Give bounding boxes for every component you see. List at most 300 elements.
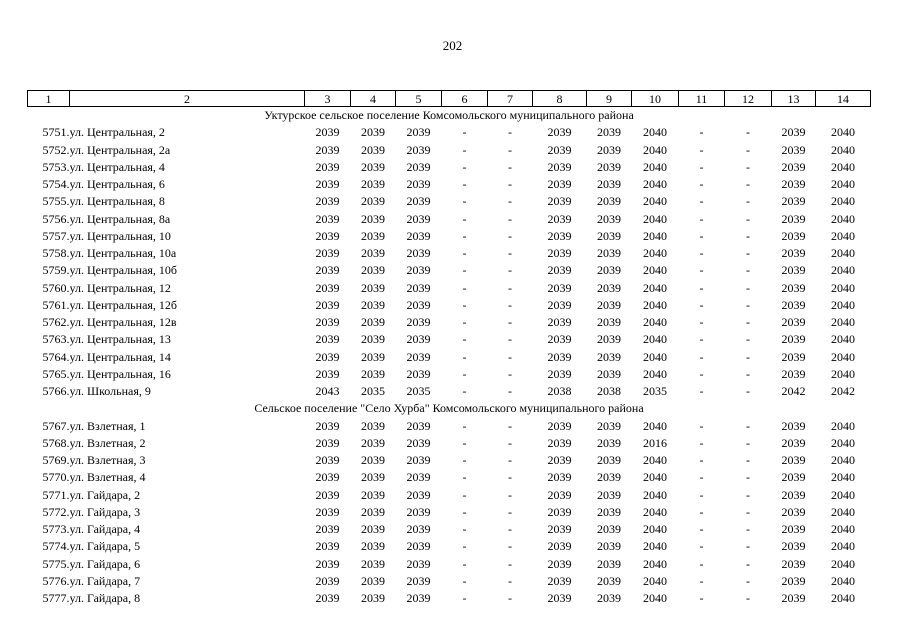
- year-cell: -: [746, 332, 750, 347]
- row-number: 5773.: [42, 522, 70, 537]
- year-cell: 2039: [406, 228, 431, 243]
- year-cell: 2040: [643, 297, 667, 312]
- year-cell: -: [508, 159, 512, 174]
- year-cell: 2040: [831, 418, 855, 433]
- year-cell: 2039: [547, 591, 572, 606]
- address-cell: ул. Центральная, 4: [69, 159, 165, 174]
- year-cell: 2039: [781, 435, 806, 450]
- address-cell: ул. Гайдара, 5: [69, 539, 141, 554]
- address-cell: ул. Центральная, 2: [69, 125, 165, 140]
- year-cell: -: [746, 159, 750, 174]
- year-cell: 2040: [831, 194, 855, 209]
- year-cell: -: [699, 246, 704, 261]
- year-cell: 2039: [406, 487, 431, 502]
- year-cell: 2039: [781, 504, 806, 519]
- table-row: [28, 176, 871, 193]
- row-number: 5775.: [42, 556, 70, 571]
- year-cell: -: [508, 142, 512, 157]
- year-cell: 2039: [781, 487, 806, 502]
- year-cell: -: [699, 556, 704, 571]
- year-cell: 2039: [406, 418, 431, 433]
- year-cell: 2039: [406, 435, 431, 450]
- year-cell: 2039: [361, 349, 385, 364]
- year-cell: 2040: [831, 263, 855, 278]
- year-cell: -: [508, 263, 512, 278]
- year-cell: 2039: [406, 539, 431, 554]
- year-cell: -: [508, 366, 512, 381]
- year-cell: 2039: [315, 349, 340, 364]
- year-cell: 2040: [643, 453, 667, 468]
- year-cell: -: [508, 384, 512, 399]
- section-heading-row: [28, 107, 871, 125]
- year-cell: -: [508, 194, 512, 209]
- year-cell: 2039: [315, 263, 340, 278]
- year-cell: -: [508, 573, 512, 588]
- year-cell: 2039: [406, 332, 431, 347]
- year-cell: 2039: [597, 263, 621, 278]
- year-cell: -: [699, 573, 704, 588]
- year-cell: 2039: [597, 246, 621, 261]
- year-cell: 2040: [643, 315, 667, 330]
- year-cell: 2039: [547, 418, 572, 433]
- year-cell: 2040: [831, 332, 855, 347]
- year-cell: 2040: [831, 470, 855, 485]
- table-body: [28, 91, 871, 608]
- row-number: 5777.: [42, 591, 70, 606]
- address-cell: ул. Гайдара, 4: [69, 522, 141, 537]
- year-cell: 2039: [597, 591, 621, 606]
- year-cell: 2040: [643, 246, 667, 261]
- year-cell: 2040: [831, 453, 855, 468]
- year-cell: 2035: [361, 384, 385, 399]
- year-cell: 2039: [406, 470, 431, 485]
- year-cell: 2039: [547, 556, 572, 571]
- year-cell: -: [746, 556, 750, 571]
- year-cell: -: [699, 332, 704, 347]
- year-cell: -: [462, 297, 467, 312]
- year-cell: 2039: [361, 591, 385, 606]
- address-cell: ул. Взлетная, 1: [69, 418, 146, 433]
- table-row: [28, 297, 871, 314]
- year-cell: 2039: [361, 556, 385, 571]
- year-cell: -: [746, 177, 750, 192]
- year-cell: 2039: [315, 228, 340, 243]
- year-cell: -: [699, 453, 704, 468]
- row-number: 5761.: [42, 297, 70, 312]
- year-cell: 2039: [315, 159, 340, 174]
- year-cell: 2039: [547, 332, 572, 347]
- year-cell: 2039: [781, 332, 806, 347]
- column-header: 4: [351, 91, 396, 107]
- address-cell: ул. Гайдара, 6: [69, 556, 141, 571]
- year-cell: 2039: [361, 297, 385, 312]
- year-cell: 2039: [361, 142, 385, 157]
- year-cell: 2035: [643, 384, 667, 399]
- year-cell: -: [508, 246, 512, 261]
- year-cell: 2040: [831, 349, 855, 364]
- year-cell: -: [746, 315, 750, 330]
- table-row: [28, 211, 871, 228]
- year-cell: 2040: [643, 228, 667, 243]
- year-cell: 2039: [315, 211, 340, 226]
- year-cell: 2039: [361, 211, 385, 226]
- year-cell: 2040: [643, 125, 667, 140]
- row-number: 5771.: [42, 487, 70, 502]
- year-cell: -: [746, 539, 750, 554]
- address-cell: ул. Взлетная, 2: [69, 435, 146, 450]
- year-cell: -: [508, 418, 512, 433]
- year-cell: 2039: [547, 142, 572, 157]
- row-number: 5770.: [42, 470, 70, 485]
- year-cell: 2039: [315, 539, 340, 554]
- column-header: 3: [305, 91, 351, 107]
- year-cell: 2039: [406, 263, 431, 278]
- year-cell: 2039: [781, 194, 806, 209]
- year-cell: 2039: [406, 280, 431, 295]
- year-cell: 2040: [831, 211, 855, 226]
- year-cell: 2039: [781, 125, 806, 140]
- column-header: 14: [816, 91, 871, 107]
- year-cell: 2039: [361, 539, 385, 554]
- year-cell: -: [462, 418, 467, 433]
- year-cell: 2042: [831, 384, 855, 399]
- column-header: 13: [772, 91, 816, 107]
- year-cell: 2039: [315, 591, 340, 606]
- year-cell: -: [508, 539, 512, 554]
- year-cell: 2039: [597, 125, 621, 140]
- address-cell: ул. Центральная, 10б: [69, 263, 178, 278]
- year-cell: 2040: [831, 366, 855, 381]
- year-cell: -: [462, 349, 467, 364]
- year-cell: 2039: [781, 556, 806, 571]
- year-cell: -: [462, 315, 467, 330]
- year-cell: -: [746, 591, 750, 606]
- year-cell: -: [462, 125, 467, 140]
- year-cell: -: [699, 177, 704, 192]
- year-cell: 2039: [361, 194, 385, 209]
- table-row: [28, 452, 871, 469]
- year-cell: 2039: [406, 142, 431, 157]
- year-cell: -: [462, 280, 467, 295]
- year-cell: 2040: [643, 470, 667, 485]
- table-row: [28, 349, 871, 366]
- year-cell: 2039: [315, 504, 340, 519]
- year-cell: -: [462, 539, 467, 554]
- year-cell: 2040: [831, 177, 855, 192]
- year-cell: 2039: [547, 315, 572, 330]
- year-cell: 2039: [781, 591, 806, 606]
- year-cell: 2039: [547, 297, 572, 312]
- year-cell: 2039: [781, 297, 806, 312]
- year-cell: -: [699, 384, 704, 399]
- year-cell: 2039: [547, 263, 572, 278]
- year-cell: -: [462, 366, 467, 381]
- year-cell: -: [462, 384, 467, 399]
- year-cell: -: [746, 211, 750, 226]
- year-cell: 2039: [547, 125, 572, 140]
- year-cell: -: [746, 470, 750, 485]
- year-cell: -: [508, 315, 512, 330]
- row-number: 5753.: [42, 159, 70, 174]
- year-cell: -: [746, 263, 750, 278]
- year-cell: 2039: [315, 470, 340, 485]
- address-cell: ул. Центральная, 2а: [69, 142, 171, 157]
- year-cell: 2039: [597, 539, 621, 554]
- year-cell: 2040: [831, 125, 855, 140]
- year-cell: -: [462, 573, 467, 588]
- page-number: 202: [442, 38, 463, 53]
- table-row: [28, 590, 871, 607]
- row-number: 5755.: [42, 194, 70, 209]
- year-cell: -: [699, 504, 704, 519]
- row-number: 5752.: [42, 142, 70, 157]
- year-cell: -: [699, 539, 704, 554]
- year-cell: 2039: [361, 280, 385, 295]
- address-cell: ул. Гайдара, 2: [69, 487, 141, 502]
- year-cell: -: [746, 246, 750, 261]
- year-cell: 2040: [643, 159, 667, 174]
- year-cell: 2039: [315, 556, 340, 571]
- year-cell: 2035: [406, 384, 431, 399]
- year-cell: 2040: [831, 228, 855, 243]
- section-heading-row: [28, 400, 871, 417]
- year-cell: 2039: [361, 504, 385, 519]
- address-cell: ул. Центральная, 14: [69, 349, 171, 364]
- year-cell: 2039: [597, 349, 621, 364]
- year-cell: -: [462, 263, 467, 278]
- year-cell: 2040: [643, 280, 667, 295]
- year-cell: 2039: [547, 366, 572, 381]
- year-cell: 2039: [361, 573, 385, 588]
- year-cell: 2040: [643, 556, 667, 571]
- address-cell: ул. Центральная, 8: [69, 194, 165, 209]
- year-cell: 2039: [406, 573, 431, 588]
- year-cell: -: [746, 573, 750, 588]
- column-header: 8: [533, 91, 587, 107]
- column-header: 5: [396, 91, 442, 107]
- address-cell: ул. Взлетная, 3: [69, 453, 146, 468]
- year-cell: -: [462, 487, 467, 502]
- year-cell: 2039: [406, 177, 431, 192]
- year-cell: 2039: [315, 177, 340, 192]
- year-cell: 2039: [547, 194, 572, 209]
- column-header: 12: [725, 91, 772, 107]
- row-number: 5757.: [42, 228, 70, 243]
- table-row: [28, 504, 871, 521]
- year-cell: 2039: [406, 591, 431, 606]
- year-cell: 2040: [643, 591, 667, 606]
- row-number: 5765.: [42, 366, 70, 381]
- year-cell: -: [746, 280, 750, 295]
- year-cell: 2039: [781, 453, 806, 468]
- year-cell: -: [746, 504, 750, 519]
- year-cell: 2040: [643, 332, 667, 347]
- year-cell: 2040: [643, 418, 667, 433]
- address-cell: ул. Гайдара, 8: [69, 591, 141, 606]
- year-cell: -: [462, 211, 467, 226]
- year-cell: -: [746, 194, 750, 209]
- year-cell: -: [746, 142, 750, 157]
- row-number: 5754.: [42, 177, 70, 192]
- year-cell: 2039: [597, 280, 621, 295]
- year-cell: -: [462, 332, 467, 347]
- year-cell: -: [462, 522, 467, 537]
- year-cell: -: [746, 125, 750, 140]
- year-cell: 2040: [643, 366, 667, 381]
- year-cell: 2040: [643, 573, 667, 588]
- year-cell: -: [508, 470, 512, 485]
- row-number: 5772.: [42, 504, 70, 519]
- row-number: 5760.: [42, 280, 70, 295]
- year-cell: 2040: [831, 315, 855, 330]
- year-cell: 2039: [547, 470, 572, 485]
- year-cell: 2039: [361, 366, 385, 381]
- year-cell: -: [699, 418, 704, 433]
- year-cell: 2039: [781, 522, 806, 537]
- year-cell: 2042: [781, 384, 806, 399]
- year-cell: 2039: [361, 418, 385, 433]
- year-cell: -: [699, 297, 704, 312]
- year-cell: 2040: [831, 280, 855, 295]
- year-cell: 2039: [597, 418, 621, 433]
- year-cell: -: [746, 435, 750, 450]
- year-cell: 2039: [597, 504, 621, 519]
- row-number: 5762.: [42, 315, 70, 330]
- year-cell: -: [699, 159, 704, 174]
- year-cell: 2039: [597, 453, 621, 468]
- year-cell: 2039: [597, 366, 621, 381]
- year-cell: 2039: [547, 453, 572, 468]
- year-cell: -: [699, 522, 704, 537]
- table-row: [28, 538, 871, 555]
- year-cell: 2039: [597, 211, 621, 226]
- year-cell: 2039: [406, 453, 431, 468]
- year-cell: -: [508, 280, 512, 295]
- year-cell: 2039: [406, 246, 431, 261]
- year-cell: 2039: [361, 159, 385, 174]
- year-cell: 2039: [547, 211, 572, 226]
- year-cell: 2040: [831, 504, 855, 519]
- address-cell: ул. Центральная, 16: [69, 366, 171, 381]
- row-number: 5751.: [42, 125, 70, 140]
- year-cell: -: [746, 297, 750, 312]
- address-cell: ул. Центральная, 12б: [69, 297, 178, 312]
- year-cell: -: [699, 470, 704, 485]
- year-cell: 2040: [643, 504, 667, 519]
- year-cell: 2039: [315, 453, 340, 468]
- row-number: 5756.: [42, 211, 70, 226]
- table-row: [28, 366, 871, 383]
- year-cell: 2039: [547, 228, 572, 243]
- year-cell: 2039: [406, 522, 431, 537]
- year-cell: 2039: [406, 194, 431, 209]
- year-cell: 2039: [406, 349, 431, 364]
- year-cell: 2039: [597, 487, 621, 502]
- address-cell: ул. Гайдара, 3: [69, 504, 141, 519]
- year-cell: 2038: [547, 384, 572, 399]
- year-cell: 2039: [547, 573, 572, 588]
- year-cell: 2039: [597, 228, 621, 243]
- year-cell: 2040: [831, 522, 855, 537]
- year-cell: 2039: [547, 177, 572, 192]
- year-cell: 2039: [547, 539, 572, 554]
- column-header: 2: [70, 91, 305, 107]
- year-cell: 2016: [643, 435, 667, 450]
- year-cell: 2040: [831, 159, 855, 174]
- year-cell: 2039: [597, 142, 621, 157]
- year-cell: 2039: [781, 142, 806, 157]
- year-cell: 2039: [361, 315, 385, 330]
- year-cell: 2039: [597, 573, 621, 588]
- year-cell: 2039: [781, 280, 806, 295]
- year-cell: 2039: [361, 435, 385, 450]
- row-number: 5758.: [42, 246, 70, 261]
- table-row: [28, 418, 871, 435]
- year-cell: 2040: [831, 246, 855, 261]
- year-cell: -: [508, 504, 512, 519]
- year-cell: 2040: [643, 142, 667, 157]
- address-cell: ул. Центральная, 12: [69, 280, 171, 295]
- year-cell: 2040: [643, 349, 667, 364]
- year-cell: -: [462, 228, 467, 243]
- address-cell: ул. Центральная, 13: [69, 332, 171, 347]
- year-cell: 2040: [831, 487, 855, 502]
- year-cell: 2039: [781, 539, 806, 554]
- year-cell: 2040: [643, 487, 667, 502]
- year-cell: -: [462, 435, 467, 450]
- row-number: 5763.: [42, 332, 70, 347]
- year-cell: 2039: [781, 246, 806, 261]
- schedule-table: [27, 90, 871, 607]
- year-cell: 2039: [547, 280, 572, 295]
- column-header: 10: [632, 91, 679, 107]
- year-cell: 2039: [315, 522, 340, 537]
- year-cell: 2039: [547, 522, 572, 537]
- table-row: [28, 280, 871, 297]
- table-row: [28, 573, 871, 590]
- column-header: 6: [442, 91, 488, 107]
- year-cell: 2039: [315, 315, 340, 330]
- year-cell: 2039: [597, 315, 621, 330]
- year-cell: -: [746, 418, 750, 433]
- year-cell: 2039: [361, 453, 385, 468]
- year-cell: 2039: [361, 522, 385, 537]
- year-cell: -: [699, 211, 704, 226]
- column-header: 7: [488, 91, 533, 107]
- year-cell: 2039: [547, 159, 572, 174]
- year-cell: 2039: [781, 418, 806, 433]
- year-cell: -: [699, 435, 704, 450]
- year-cell: -: [699, 487, 704, 502]
- year-cell: 2039: [781, 177, 806, 192]
- year-cell: -: [746, 228, 750, 243]
- year-cell: 2039: [597, 522, 621, 537]
- year-cell: 2040: [831, 539, 855, 554]
- row-number: 5764.: [42, 349, 70, 364]
- table-row: [28, 159, 871, 176]
- year-cell: 2039: [406, 125, 431, 140]
- year-cell: 2039: [361, 228, 385, 243]
- section-title: Уктурское сельское поселение Комсомольского муниципального района: [264, 108, 634, 123]
- year-cell: -: [746, 366, 750, 381]
- year-cell: 2039: [315, 246, 340, 261]
- year-cell: -: [508, 177, 512, 192]
- year-cell: 2039: [547, 487, 572, 502]
- address-cell: ул. Центральная, 6: [69, 177, 165, 192]
- year-cell: -: [508, 228, 512, 243]
- year-cell: 2039: [315, 125, 340, 140]
- year-cell: 2039: [597, 194, 621, 209]
